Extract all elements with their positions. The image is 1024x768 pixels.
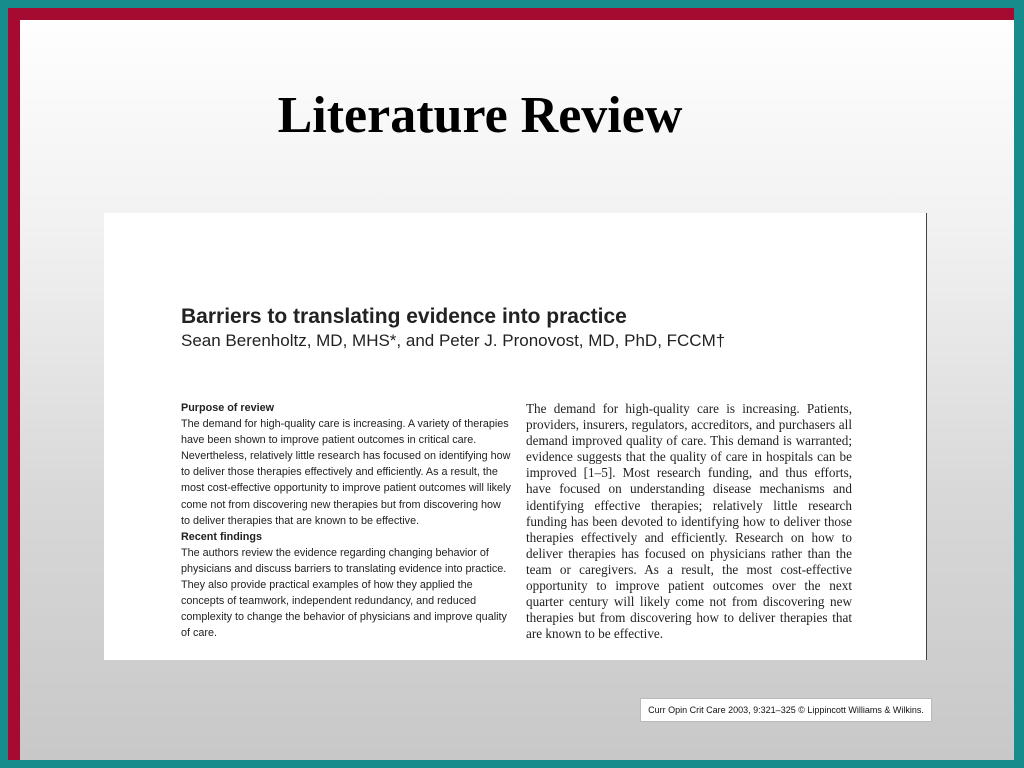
findings-text: The authors review the evidence regarding changing behavior of physicians and discuss barriers to translating evidence into practice. They also provide practical examples of how they applied the concepts of teamwork, independent redundancy, and reduced complexity to change the behavior of physicians and improve quality of care. (181, 546, 507, 640)
body-text-column: The demand for high-quality care is increasing. Patients, providers, insurers, regulators, accreditors, and purchasers all demand improved quality of care. This demand is warranted; evidence suggests that the quality of care in hospitals can be improved [1–5]. Most research funding, and thus efforts, have focused on understanding disease mechanisms and identifying effective therapies; relatively little research funding has been devoted to identifying how to deliver those therapies effectively and efficiently. Research on how to deliver therapies has focused on physicians rather than the team or caregivers. As a result, the most cost-effective opportunity to improve patient outcomes over the next quarter century will likely come not from discovering new therapies but from discovering how to deliver therapies that are known to be effective. (526, 401, 852, 642)
top-accent-bar (8, 8, 1014, 20)
paper-authors: Sean Berenholtz, MD, MHS*, and Peter J. Pronovost, MD, PhD, FCCM† (181, 331, 726, 350)
paper-title: Barriers to translating evidence into practice (181, 305, 627, 328)
purpose-text: The demand for high-quality care is increasing. A variety of therapies have been shown to improve patient outcomes in critical care. Nevertheless, relatively little research has focused on identifying how to deliver those therapies effectively and efficiently. As a result, the most cost-effective opportunity to improve patient outcomes will likely come not from discovering new therapies but from discovering how to deliver therapies that are known to be effective. (181, 418, 511, 527)
paper-excerpt (104, 213, 927, 660)
findings-heading: Recent findings (181, 530, 262, 543)
purpose-heading: Purpose of review (181, 402, 275, 414)
slide (8, 8, 1014, 760)
slide-title: Literature Review (277, 87, 683, 144)
abstract-column (181, 400, 511, 641)
citation-box: Curr Opin Crit Care 2003, 9:321–325 © Lippincott Williams & Wilkins. (640, 698, 932, 722)
